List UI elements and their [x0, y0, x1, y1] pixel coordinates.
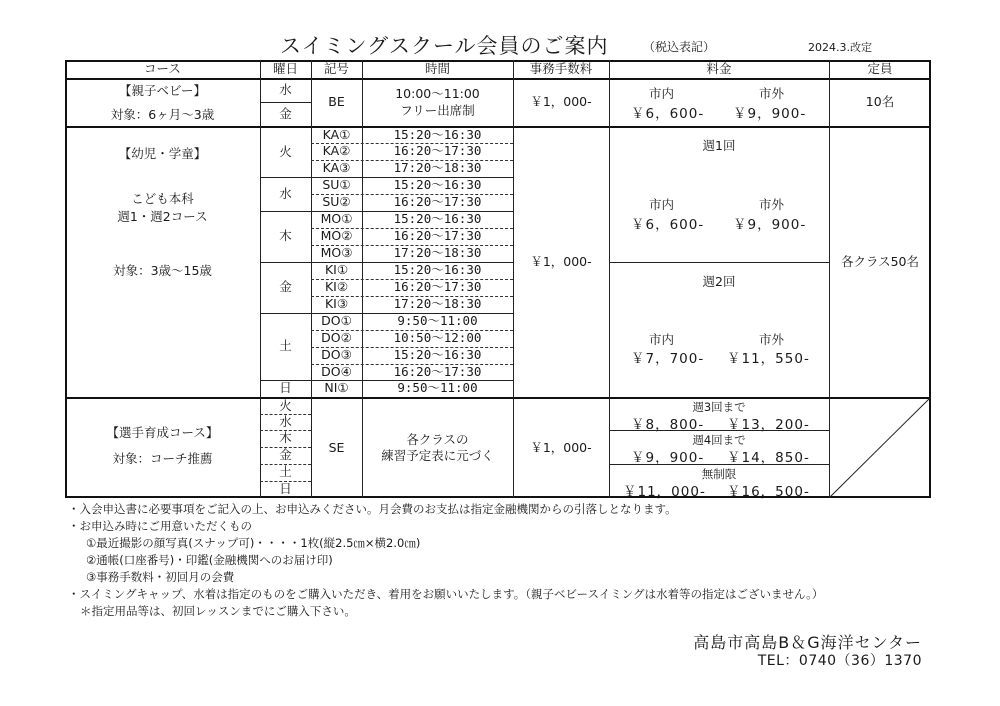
class-code: SU① [322, 177, 351, 193]
class-code: DO② [321, 330, 352, 346]
class-time: 15:20～16:30 [393, 262, 482, 278]
class-code: KI③ [324, 296, 349, 312]
athlete-tier-1 [609, 398, 829, 433]
kids-day-thu: 木 [279, 228, 292, 244]
baby-price-in-label: 市内 [649, 86, 675, 101]
class-time: 17:20～18:30 [393, 245, 482, 261]
header-capacity: 定員 [867, 60, 893, 76]
class-code: MO③ [320, 245, 353, 261]
athlete-time-cell [362, 398, 513, 498]
kids-course-name: 【幼児・学童】 [118, 145, 207, 161]
tier-price-in: ￥9，900- [631, 450, 705, 466]
baby-day-wed: 水 [279, 82, 292, 98]
class-code: MO② [320, 228, 353, 244]
week2-in-label: 市内 [649, 332, 675, 347]
note-line: ③事務手数料・初回月の会費 [86, 570, 235, 584]
revision-date: 2024.3.改定 [808, 41, 872, 54]
kids-day-sat: 土 [279, 338, 292, 354]
class-code: KI① [324, 262, 349, 278]
note-line: ・お申込み時にご用意いただくもの [68, 519, 252, 533]
kids-sub1: こども本科 [131, 190, 194, 206]
header-price: 料金 [706, 60, 732, 76]
note-line: ・スイミングキャップ、水着は指定のものをご購入いただき、着用をお願いいたします。（親子ベビースイミングは水着等の指定はございません。） [68, 587, 824, 601]
kids-day-wed: 水 [279, 185, 292, 201]
baby-target: 対象：6ヶ月～3歳 [110, 106, 215, 122]
class-time: 16:20～17:30 [393, 143, 482, 159]
kids-capacity: 各クラス50名 [840, 253, 920, 269]
athlete-day: 金 [279, 447, 292, 463]
class-code: DO③ [321, 347, 352, 363]
page-title: スイミングスクール会員のご案内 [280, 34, 609, 58]
athlete-day: 水 [279, 413, 292, 429]
baby-time-cell [362, 79, 513, 126]
tier-label: 週4回まで [692, 433, 746, 447]
week1-price-out: ￥9，900- [733, 217, 807, 233]
week2-price-out: ￥11，550- [727, 351, 810, 367]
baby-capacity: 10名 [865, 94, 895, 110]
class-code: KA③ [322, 160, 351, 176]
athlete-day: 日 [279, 481, 292, 497]
class-time: 16:20～17:30 [393, 228, 482, 244]
class-code: SU② [322, 194, 351, 210]
class-time: 9:50～11:00 [397, 313, 478, 329]
class-time: 15:20～16:30 [393, 126, 482, 142]
week1-in-label: 市内 [649, 197, 675, 212]
kids-sub2: 週1・週2コース [117, 208, 208, 224]
athlete-time-line2: 練習予定表に元づく [381, 448, 494, 463]
class-time: 16:20～17:30 [393, 363, 482, 379]
kids-day-sun: 日 [279, 380, 292, 396]
baby-code: BE [328, 94, 345, 110]
baby-time-note: フリー出席制 [400, 102, 475, 118]
athlete-tier-3 [609, 465, 829, 498]
kids-day-tue: 火 [279, 143, 292, 159]
kids-day-fri: 金 [279, 279, 292, 295]
athlete-target: 対象：コーチ推薦 [112, 450, 213, 466]
kids-week1-price-cell [609, 127, 829, 262]
baby-day-fri: 金 [279, 106, 292, 122]
header-day: 曜日 [272, 60, 298, 76]
class-code: KA① [322, 126, 351, 142]
phone-number: TEL：0740（36）1370 [757, 653, 922, 669]
class-time: 15:20～16:30 [393, 347, 482, 363]
tier-label: 週3回まで [692, 400, 746, 414]
class-time: 17:20～18:30 [393, 296, 482, 312]
baby-price-cell [609, 82, 829, 126]
week2-price-in: ￥7，700- [631, 351, 705, 367]
athlete-day: 火 [279, 397, 292, 413]
tier-price-in: ￥8，800- [631, 417, 705, 433]
header-fee: 事務手数料 [529, 60, 593, 76]
week2-label: 週2回 [702, 274, 736, 289]
athlete-day: 土 [279, 464, 292, 480]
tax-note: （税込表記） [643, 40, 716, 54]
week1-price-in: ￥6，600- [631, 217, 705, 233]
class-time: 10:50～12:00 [393, 330, 482, 346]
tier-price-in: ￥11，000- [623, 484, 706, 500]
baby-fee: ￥1，000- [530, 94, 592, 110]
class-time: 15:20～16:30 [393, 177, 482, 193]
tier-price-out: ￥13，200- [727, 417, 810, 433]
baby-course-name: 【親子ベビー】 [118, 82, 206, 98]
diagonal-slash [829, 397, 931, 498]
athlete-fee: ￥1，000- [530, 439, 592, 455]
baby-time: 10:00～11:00 [395, 86, 480, 102]
week1-out-label: 市外 [759, 197, 785, 212]
class-code: KI② [324, 279, 349, 295]
note-line: ②通帳(口座番号)・印鑑(金融機関へのお届け印) [86, 553, 333, 567]
kids-week2-price-cell [609, 263, 829, 397]
baby-price-out: ￥9，900- [733, 106, 807, 122]
class-code: DO① [321, 313, 352, 329]
class-time: 9:50～11:00 [397, 380, 478, 396]
class-time: 16:20～17:30 [393, 279, 482, 295]
note-line: ①最近撮影の顔写真(スナップ可)・・・・1枚(縦2.5㎝×横2.0㎝) [86, 536, 421, 550]
week2-out-label: 市外 [759, 332, 785, 347]
header-code: 記号 [323, 60, 349, 76]
class-code: MO① [320, 211, 353, 227]
baby-price-out-label: 市外 [759, 86, 785, 101]
kids-target: 対象：3歳～15歳 [113, 262, 212, 278]
tier-label: 無制限 [701, 467, 737, 481]
note-line: ・入会申込書に必要事項をご記入の上、お申込みください。月会費のお支払は指定金融機関からの引落しとなります。 [68, 502, 677, 516]
class-time: 16:20～17:30 [393, 194, 482, 210]
class-code: NI① [324, 380, 349, 396]
note-line: ＊指定用品等は、初回レッスンまでにご購入下さい。 [80, 604, 356, 618]
athlete-time-line1: 各クラスの [406, 431, 469, 447]
header-time: 時間 [424, 60, 450, 76]
tier-price-out: ￥16，500- [727, 484, 810, 500]
organization-name: 高島市高島B＆G海洋センター [693, 633, 922, 652]
athlete-day: 木 [279, 430, 292, 446]
header-course: コース [144, 60, 181, 76]
kids-fee: ￥1，000- [530, 253, 592, 269]
class-code: KA② [322, 143, 351, 159]
class-time: 17:20～18:30 [393, 160, 482, 176]
athlete-code: SE [328, 439, 345, 455]
baby-price-in: ￥6，600- [631, 106, 705, 122]
class-time: 15:20～16:30 [393, 211, 482, 227]
athlete-course-name: 【選手育成コース】 [106, 424, 219, 440]
class-code: DO④ [321, 363, 352, 379]
tier-price-out: ￥14，850- [727, 450, 810, 466]
athlete-tier-2 [609, 431, 829, 464]
week1-label: 週1回 [702, 138, 736, 153]
